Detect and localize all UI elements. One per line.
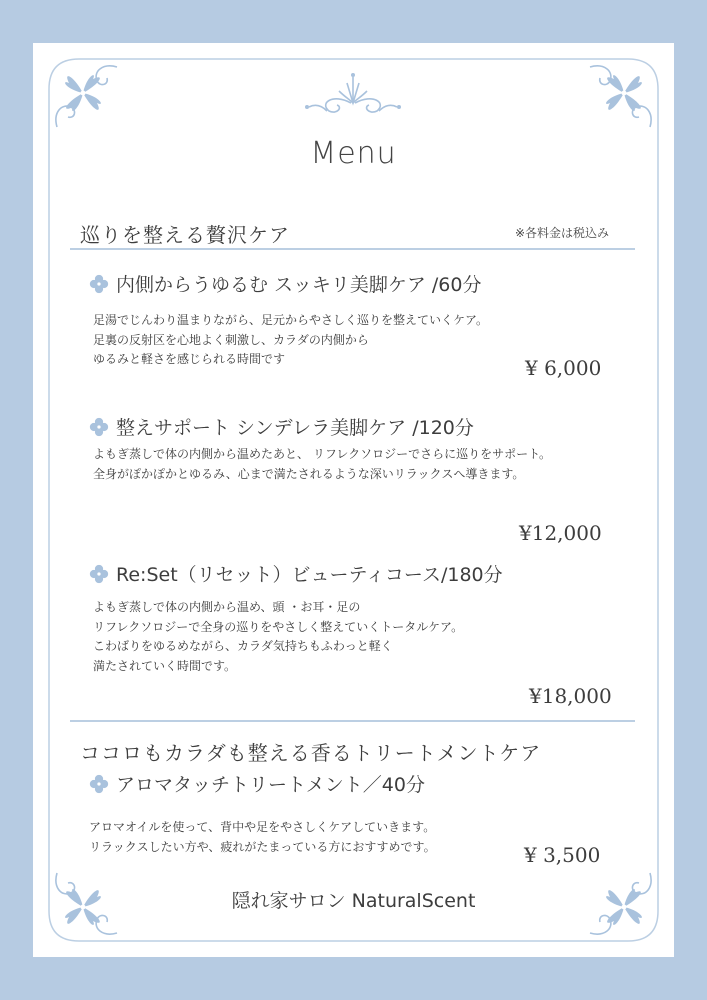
description-line: 全身がぽかぽかとゆるみ、心まで満たされるような深いリラックスへ導きます。	[93, 466, 525, 481]
section-divider	[70, 720, 635, 722]
description-line: よもぎ蒸しで体の内側から温め、頭 ・お耳・足の	[93, 600, 361, 614]
description-line: リフレクソロジーで全身の巡りをやさしく整えていくトータルケア。	[93, 619, 464, 634]
menu-item-name: Re:Set（リセット）ビューティコース/180分	[116, 564, 503, 586]
description-line: リラックスしたい方や、疲れがたまっている方におすすめです。	[89, 839, 436, 854]
menu-item-title	[88, 560, 503, 587]
description-line: 満たされていく時間です。	[93, 658, 237, 673]
menu-item-description	[89, 818, 436, 857]
section-heading-luxury-care: 巡りを整える贅沢ケア	[80, 223, 290, 247]
clover-icon	[88, 416, 110, 438]
menu-item-title	[88, 270, 481, 297]
section-heading-aroma-care: ココロもカラダも整える香るトリートメントケア	[80, 741, 542, 765]
menu-item-price: ¥12,000	[519, 521, 602, 545]
description-line: 足裏の反射区を心地よく刺激し、カラダの内側から	[93, 332, 369, 347]
menu-item-name: 整えサポート シンデレラ美脚ケア /120分	[116, 417, 474, 439]
clover-icon	[88, 563, 110, 585]
menu-item-description	[93, 598, 463, 676]
page-title: Menu	[310, 136, 397, 171]
menu-item-description	[93, 311, 488, 370]
clover-icon	[88, 273, 110, 295]
menu-item-price: ¥ 3,500	[524, 843, 601, 867]
menu-item-name: 内側からうゆるむ スッキリ美脚ケア /60分	[116, 274, 482, 296]
menu-item-title	[88, 770, 425, 797]
description-line: ゆるみと軽さを感じられる時間です	[93, 352, 286, 366]
menu-item-description	[93, 445, 603, 484]
menu-item-title	[88, 413, 474, 440]
section-divider	[70, 248, 635, 250]
menu-item-name: アロマタッチトリートメント／40分	[116, 774, 425, 796]
menu-item-price: ¥18,000	[529, 684, 612, 708]
salon-name: 隠れ家サロン NaturalScent	[231, 890, 476, 912]
clover-icon	[88, 773, 110, 795]
menu-card	[33, 43, 674, 957]
menu-item-price: ¥ 6,000	[525, 356, 602, 380]
description-line: 足湯でじんわり温まりながら、足元からやさしく巡りを整えていくケア。	[93, 313, 489, 327]
description-line: こわばりをゆるめながら、カラダ気持ちもふわっと軽く	[93, 639, 393, 653]
description-line: よもぎ蒸しで体の内側から温めたあと、 リフレクソロジーでさらに巡りをサポート。	[93, 447, 552, 461]
description-line: アロマオイルを使って、背中や足をやさしくケアしていきます。	[89, 820, 436, 834]
tax-note: ※各料金は税込み	[515, 226, 610, 240]
